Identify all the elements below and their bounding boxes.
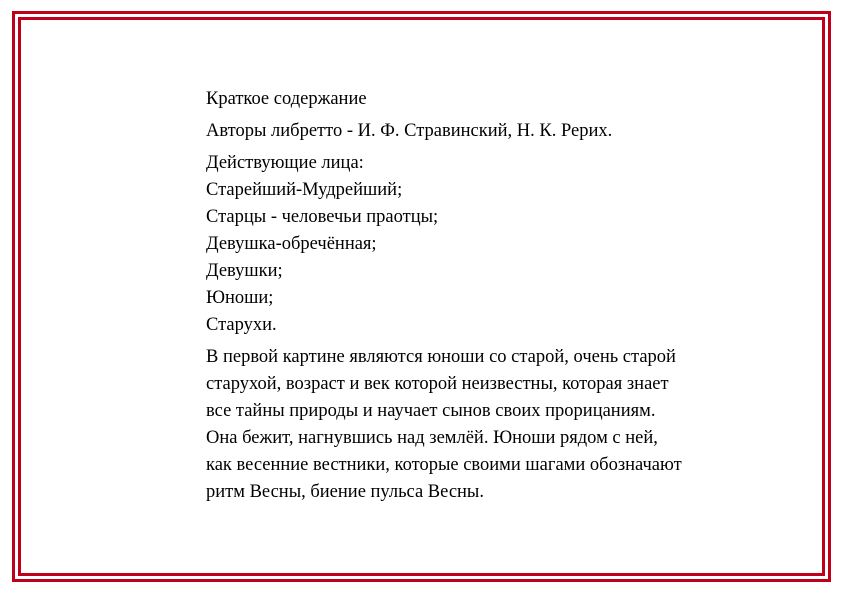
synopsis-line: В первой картине являются юноши со старой, очень старой — [206, 347, 676, 367]
characters-block — [206, 150, 766, 339]
character-item: Старцы - человечьи праотцы; — [206, 207, 439, 227]
libretto-authors: Авторы либретто - И. Ф. Стравинский, Н. К. Рерих. — [206, 121, 613, 141]
character-item: Девушка-обречённая; — [206, 234, 377, 254]
synopsis-line: как весенние вестники, которые своими шагами обозначают — [206, 455, 682, 475]
synopsis-paragraph — [206, 344, 766, 506]
character-item: Юноши; — [206, 288, 274, 308]
character-item: Старухи. — [206, 315, 277, 335]
synopsis-line: старухой, возраст и век которой неизвестны, которая знает — [206, 374, 669, 394]
document-content — [206, 86, 766, 506]
synopsis-line: все тайны природы и научает сынов своих прорицаниям. — [206, 401, 656, 421]
character-item: Девушки; — [206, 261, 283, 281]
synopsis-line: Она бежит, нагнувшись над землёй. Юноши рядом с ней, — [206, 428, 658, 448]
synopsis-line: ритм Весны, биение пульса Весны. — [206, 482, 484, 502]
character-item: Старейший-Мудрейший; — [206, 180, 403, 200]
heading: Краткое содержание — [206, 89, 367, 109]
characters-title: Действующие лица: — [206, 153, 364, 173]
